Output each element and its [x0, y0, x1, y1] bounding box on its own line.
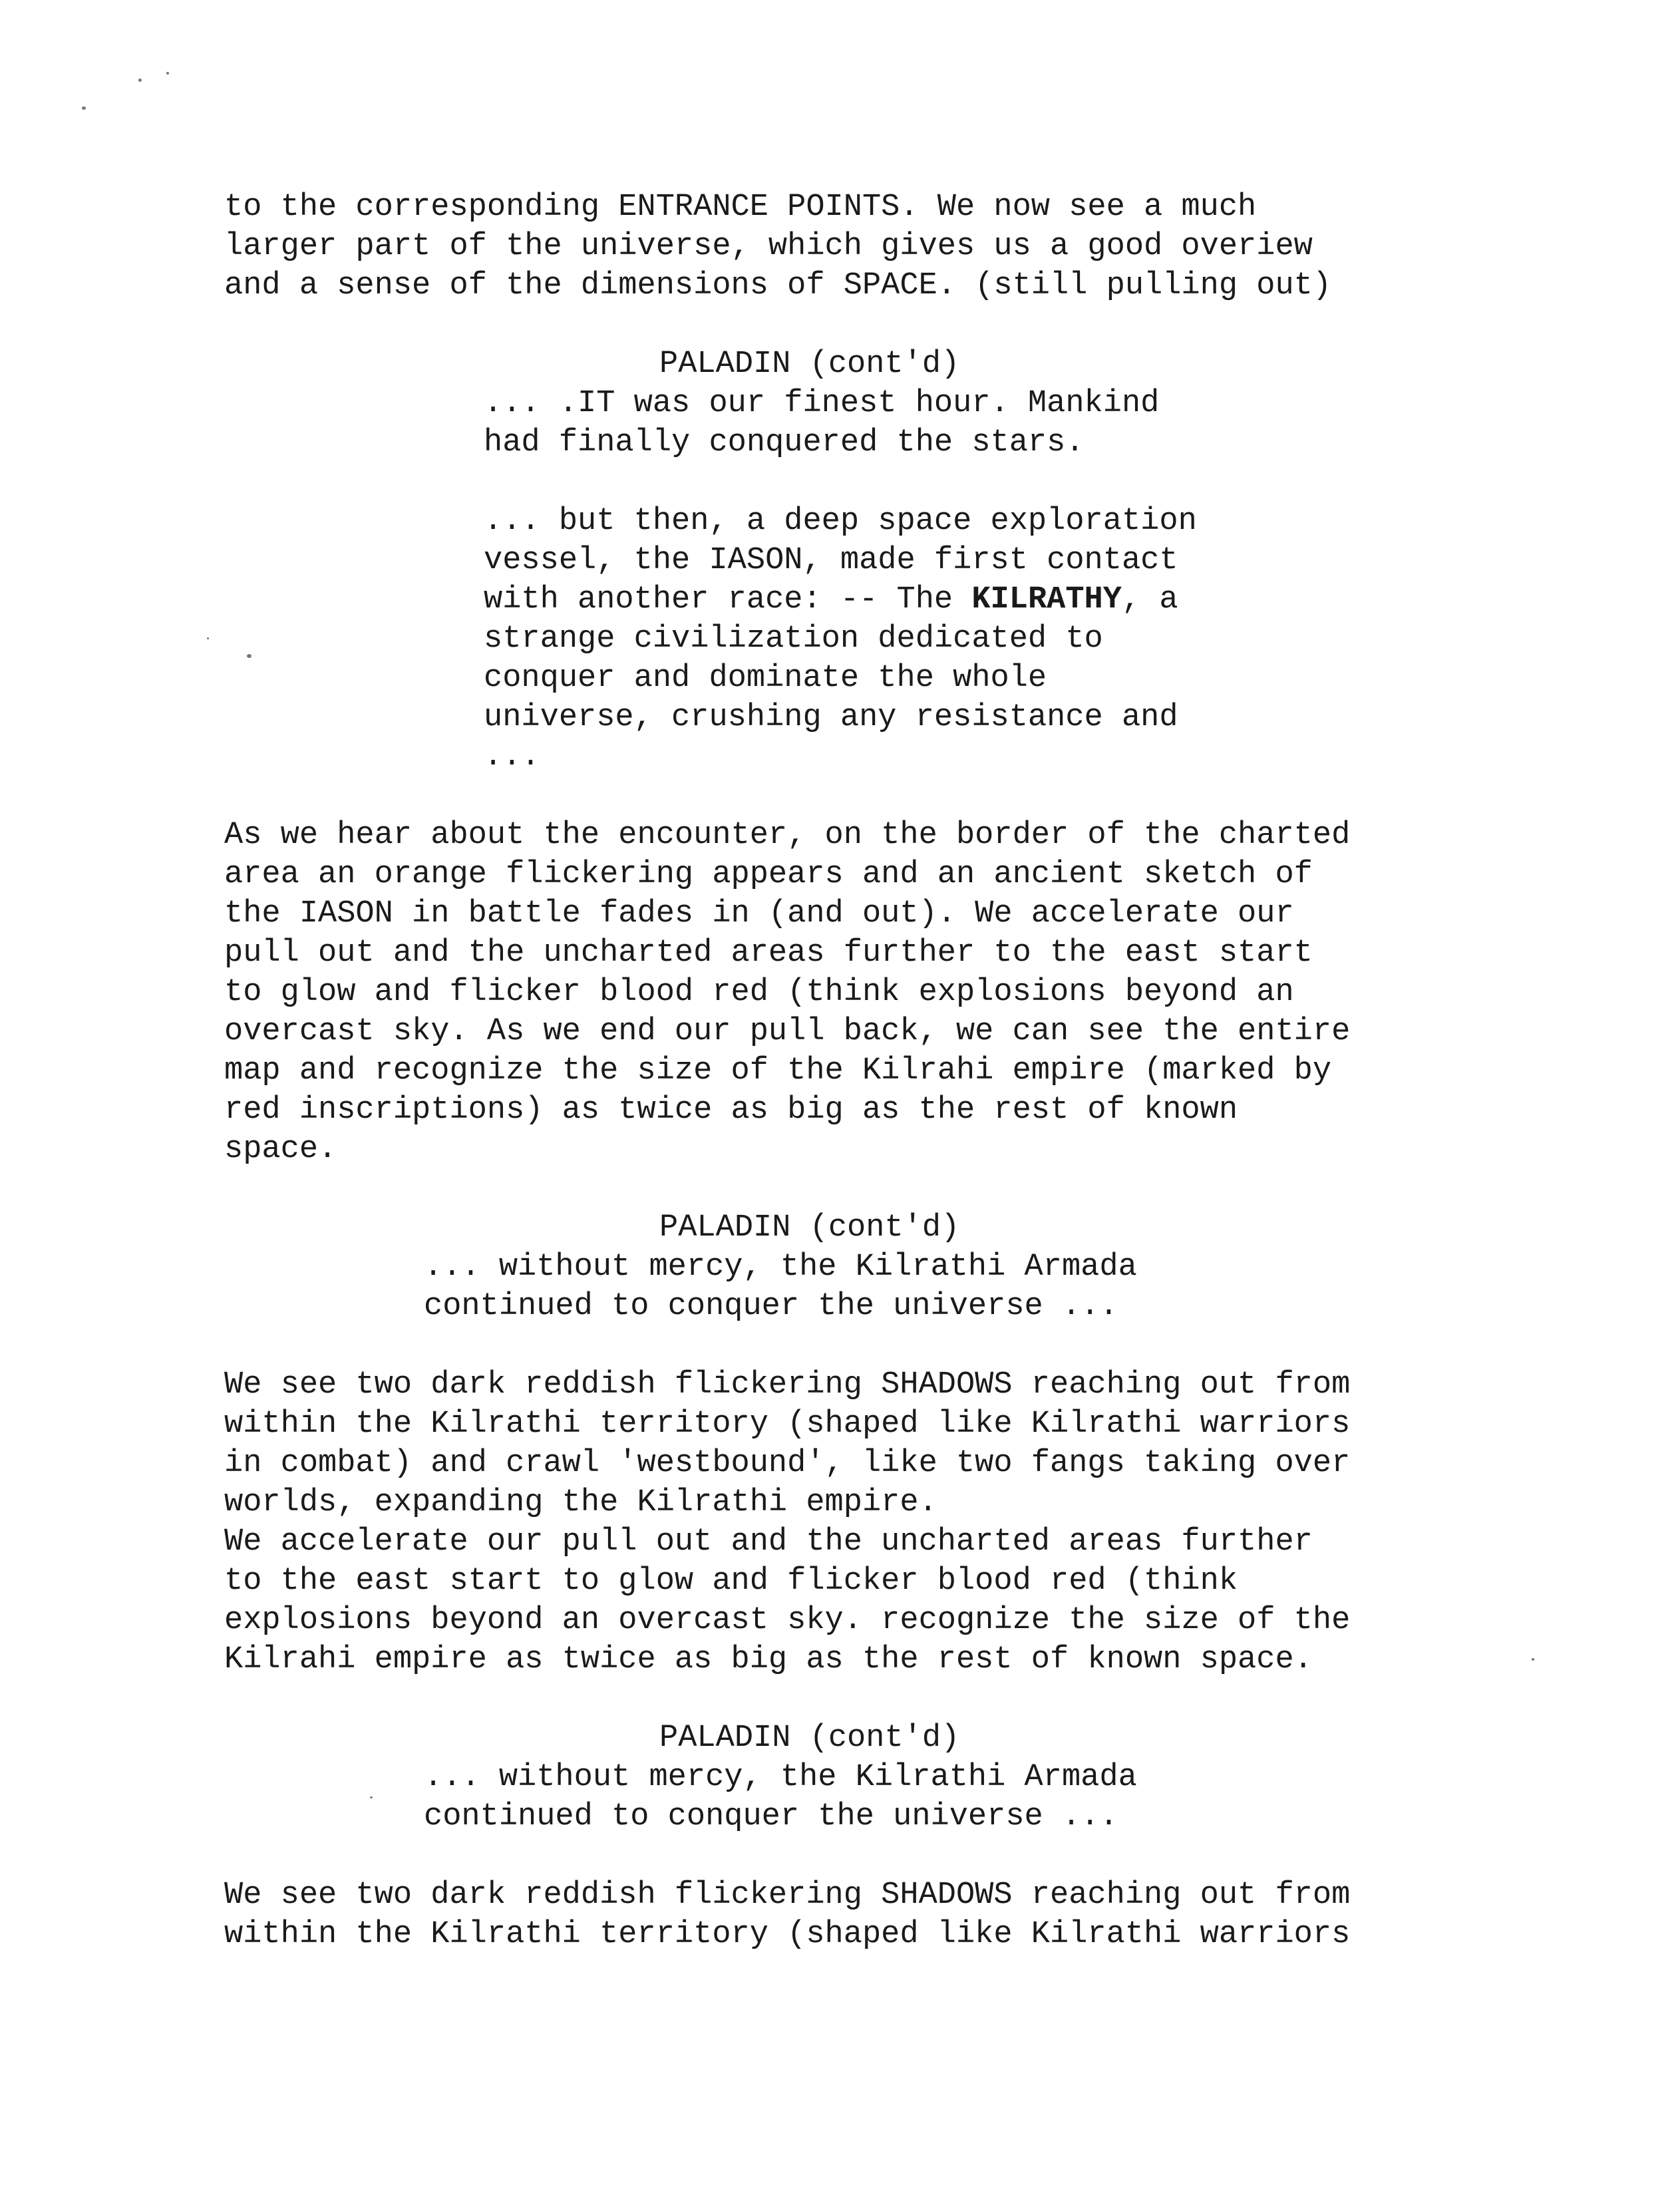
scan-speck [166, 72, 169, 75]
action-line: to the corresponding ENTRANCE POINTS. We now see a much [224, 190, 1257, 225]
dialogue-line [484, 580, 1178, 619]
dialogue-line: ... without mercy, the Kilrathi Armada [424, 1760, 1137, 1795]
kilrathy-bold-name: KILRATHY [971, 582, 1122, 617]
dialogue-line: ... but then, a deep space exploration [484, 504, 1197, 539]
dialogue-line: ... [484, 739, 540, 774]
action-line: As we hear about the encounter, on the border of the charted [224, 818, 1351, 853]
scan-speck [370, 1796, 373, 1798]
scan-speck [138, 79, 142, 82]
action-line: worlds, expanding the Kilrathi empire. [224, 1485, 937, 1520]
action-line: and a sense of the dimensions of SPACE. (still pulling out) [224, 268, 1332, 303]
action-line: in combat) and crawl 'westbound', like two fangs taking over [224, 1446, 1351, 1481]
scan-speck [1532, 1658, 1534, 1661]
action-line: within the Kilrathi territory (shaped like Kilrathi warriors [224, 1407, 1351, 1442]
dialogue-line: universe, crushing any resistance and [484, 700, 1178, 735]
dialogue-line: had finally conquered the stars. [484, 425, 1085, 460]
scan-speck [82, 106, 86, 110]
action-line: the IASON in battle fades in (and out). We accelerate our [224, 896, 1294, 931]
character-cue: PALADIN (cont'd) [659, 1721, 960, 1756]
dialogue-text: with another race: -- The [484, 582, 972, 617]
action-line: space. [224, 1132, 337, 1167]
action-line: red inscriptions) as twice as big as the rest of known [224, 1093, 1238, 1128]
dialogue-line: vessel, the IASON, made first contact [484, 543, 1178, 578]
dialogue-line: strange civilization dedicated to [484, 621, 1103, 657]
scan-speck [207, 637, 209, 639]
action-line: within the Kilrathi territory (shaped like Kilrathi warriors [224, 1917, 1351, 1952]
action-line: larger part of the universe, which gives us a good overiew [224, 229, 1313, 264]
dialogue-line: ... .IT was our finest hour. Mankind [484, 386, 1160, 421]
character-cue: PALADIN (cont'd) [659, 347, 960, 382]
scan-speck [247, 654, 252, 658]
dialogue-line: conquer and dominate the whole [484, 661, 1047, 696]
action-line: area an orange flickering appears and an ancient sketch of [224, 857, 1313, 892]
action-line: We see two dark reddish flickering SHADOWS reaching out from [224, 1367, 1351, 1403]
action-line: overcast sky. As we end our pull back, we can see the entire [224, 1014, 1351, 1049]
character-cue: PALADIN (cont'd) [659, 1210, 960, 1246]
action-line: to glow and flicker blood red (think explosions beyond an [224, 975, 1294, 1010]
dialogue-line: continued to conquer the universe ... [424, 1799, 1118, 1834]
action-line: We see two dark reddish flickering SHADOWS reaching out from [224, 1878, 1351, 1913]
dialogue-line: ... without mercy, the Kilrathi Armada [424, 1250, 1137, 1285]
action-line: to the east start to glow and flicker blood red (think [224, 1564, 1238, 1599]
action-line: explosions beyond an overcast sky. recognize the size of the [224, 1603, 1351, 1638]
action-line: pull out and the uncharted areas further to the east start [224, 935, 1313, 971]
action-line: Kilrahi empire as twice as big as the rest of known space. [224, 1642, 1313, 1677]
action-line: map and recognize the size of the Kilrahi empire (marked by [224, 1053, 1332, 1089]
dialogue-line: continued to conquer the universe ... [424, 1289, 1118, 1324]
dialogue-text: , a [1121, 582, 1178, 617]
action-line: We accelerate our pull out and the uncharted areas further [224, 1524, 1313, 1560]
